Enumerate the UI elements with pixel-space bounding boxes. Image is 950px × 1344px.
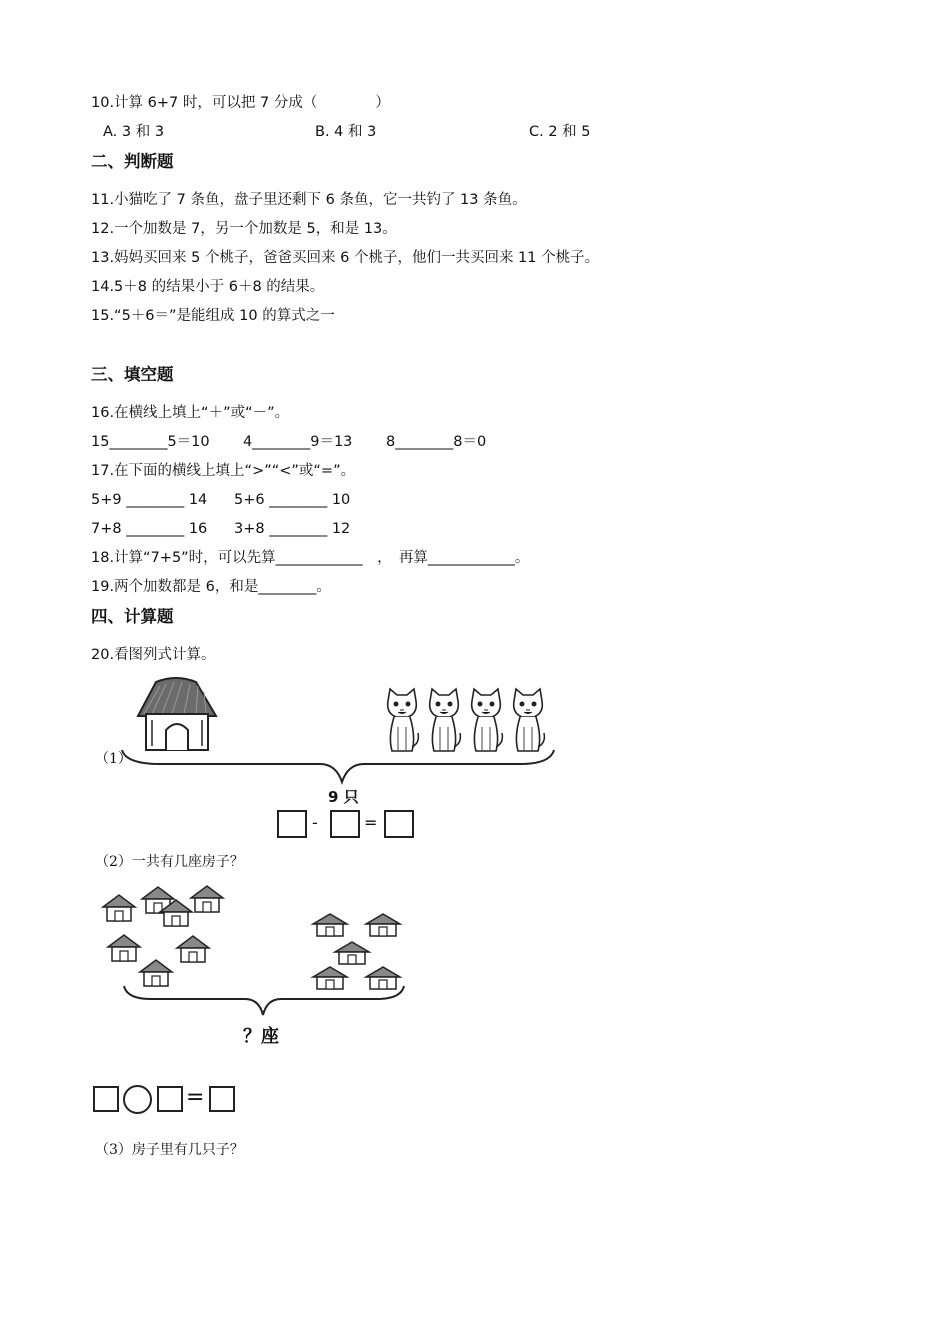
small-house-icon bbox=[189, 884, 225, 914]
cat-icon bbox=[510, 687, 546, 753]
q17-row2-a: 7+8 ________ 16 bbox=[91, 521, 208, 537]
part1-answer-box-2[interactable] bbox=[330, 810, 360, 838]
section2-title: 二、判断题 bbox=[91, 152, 174, 171]
q10-stem: 10.计算 6+7 时，可以把 7 分成（ ） bbox=[91, 95, 390, 111]
part2-answer-box-3[interactable] bbox=[209, 1086, 235, 1112]
q12: 12.一个加数是 7，另一个加数是 5，和是 13。 bbox=[91, 221, 397, 237]
part1-answer-box-3[interactable] bbox=[384, 810, 414, 838]
q10-option-c: C. 2 和 5 bbox=[529, 124, 591, 140]
part1-equals-sign: = bbox=[364, 813, 378, 832]
small-house-icon bbox=[175, 934, 211, 964]
q14: 14.5＋8 的结果小于 6＋8 的结果。 bbox=[91, 279, 325, 295]
q17-row1-b: 5+6 ________ 10 bbox=[234, 492, 351, 508]
q15: 15.“5＋6＝”是能组成 10 的算式之一 bbox=[91, 308, 335, 324]
part2-total-label: ？座 bbox=[243, 1026, 279, 1047]
q16-stem: 16.在横线上填上“＋”或“－”。 bbox=[91, 405, 290, 421]
part2-brace bbox=[121, 983, 407, 1023]
q20-stem: 20.看图列式计算。 bbox=[91, 647, 216, 663]
cat-icon bbox=[426, 687, 462, 753]
small-house-icon bbox=[364, 912, 402, 938]
cat-icon bbox=[468, 687, 504, 753]
q17-row2-b: 3+8 ________ 12 bbox=[234, 521, 351, 537]
small-house-icon bbox=[311, 912, 349, 938]
part2-answer-box-1[interactable] bbox=[93, 1086, 119, 1112]
q17-stem: 17.在下面的横线上填上“>”“<”或“=”。 bbox=[91, 463, 356, 479]
q16-blank-1: 15________5＝10 bbox=[91, 434, 210, 450]
q19: 19.两个加数都是 6，和是________。 bbox=[91, 579, 331, 595]
house-illustration bbox=[136, 676, 218, 752]
part2-operator-circle[interactable] bbox=[123, 1085, 152, 1114]
part1-total-label: 9 只 bbox=[328, 788, 359, 806]
small-house-icon bbox=[106, 933, 142, 963]
q20-part1-label: （1） bbox=[95, 751, 132, 767]
part1-minus-sign: - bbox=[312, 813, 318, 832]
small-house-icon bbox=[333, 940, 371, 966]
q11: 11.小猫吃了 7 条鱼，盘子里还剩下 6 条鱼，它一共钓了 13 条鱼。 bbox=[91, 192, 527, 208]
part1-brace bbox=[120, 748, 556, 788]
q10-option-b: B. 4 和 3 bbox=[315, 124, 377, 140]
cat-icon bbox=[384, 687, 420, 753]
q13: 13.妈妈买回来 5 个桃子，爸爸买回来 6 个桃子，他们一共买回来 11 个桃子。 bbox=[91, 250, 600, 266]
part2-equals-sign: = bbox=[186, 1085, 205, 1110]
q20-part2-label: （2）一共有几座房子？ bbox=[95, 854, 244, 870]
section4-title: 四、计算题 bbox=[91, 607, 174, 626]
q17-row1-a: 5+9 ________ 14 bbox=[91, 492, 208, 508]
section3-title: 三、填空题 bbox=[91, 365, 174, 384]
q10-option-a: A. 3 和 3 bbox=[103, 124, 165, 140]
q16-blank-2: 4________9＝13 bbox=[243, 434, 353, 450]
small-house-icon bbox=[101, 893, 137, 923]
part2-answer-box-2[interactable] bbox=[157, 1086, 183, 1112]
q18: 18.计算“7+5”时，可以先算____________ ， 再算____________。 bbox=[91, 550, 530, 566]
q16-blank-3: 8________8＝0 bbox=[386, 434, 487, 450]
q20-part3-label: （3）房子里有几只子？ bbox=[95, 1142, 244, 1158]
part1-answer-box-1[interactable] bbox=[277, 810, 307, 838]
